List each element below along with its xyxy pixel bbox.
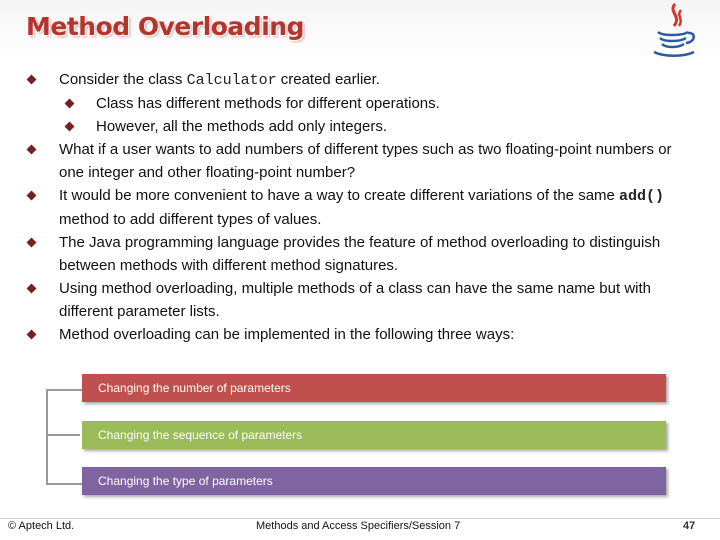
- code-add: add(): [619, 188, 665, 205]
- bullet-list: [26, 68, 696, 346]
- bullet-text: Method overloading can be implemented in the following three ways:: [59, 326, 515, 343]
- bullet-text: method to add different types of values.: [59, 211, 322, 228]
- slide-title: Method Overloading: [26, 12, 304, 41]
- page-number: 47: [683, 520, 696, 532]
- diamond-bullet-icon: [27, 330, 37, 340]
- subbullet-text: Class has different methods for different operations.: [96, 95, 440, 112]
- footer-session: Methods and Access Specifiers/Session 7: [256, 520, 461, 532]
- diagram-bracket: [46, 389, 82, 485]
- bullet-text: It would be more convenient to have a way to create different variations of the same: [59, 187, 620, 204]
- code-calculator: Calculator: [186, 72, 277, 89]
- subbullet-methods: [26, 92, 696, 115]
- diamond-bullet-icon: [27, 75, 37, 85]
- way-number-of-parameters: Changing the number of parameters: [82, 374, 666, 402]
- bullet-text: Consider the class: [59, 71, 187, 88]
- bullet-calculator: [26, 68, 696, 92]
- way-sequence-of-parameters: Changing the sequence of parameters: [82, 421, 666, 449]
- bullet-same-name: [26, 277, 696, 323]
- subbullet-text: However, all the methods add only integers.: [96, 118, 387, 135]
- bullet-java-feature: [26, 231, 696, 277]
- footer-divider: [0, 518, 720, 519]
- diamond-bullet-icon: [65, 122, 75, 132]
- footer-copyright: © Aptech Ltd.: [8, 520, 75, 532]
- way-type-of-parameters: Changing the type of parameters: [82, 467, 666, 495]
- diagram-bracket-connector: [48, 434, 80, 436]
- subbullet-integers: [26, 115, 696, 138]
- bullet-different-types: [26, 138, 696, 184]
- bullet-variations: [26, 184, 696, 231]
- bullet-three-ways: [26, 323, 696, 346]
- bullet-text: Using method overloading, multiple methods of a class can have the same name but with different parameter lists.: [59, 280, 651, 320]
- java-coffee-cup-icon: [648, 2, 700, 60]
- bullet-text: The Java programming language provides the feature of method overloading to distinguish between methods with different method signatures.: [59, 234, 661, 274]
- diamond-bullet-icon: [27, 145, 37, 155]
- diamond-bullet-icon: [65, 99, 75, 109]
- diamond-bullet-icon: [27, 191, 37, 201]
- bullet-text: What if a user wants to add numbers of different types such as two floating-point numbers or one integer and other floating-point number?: [59, 141, 672, 181]
- diamond-bullet-icon: [27, 238, 37, 248]
- diamond-bullet-icon: [27, 284, 37, 294]
- bullet-text: created earlier.: [276, 71, 380, 88]
